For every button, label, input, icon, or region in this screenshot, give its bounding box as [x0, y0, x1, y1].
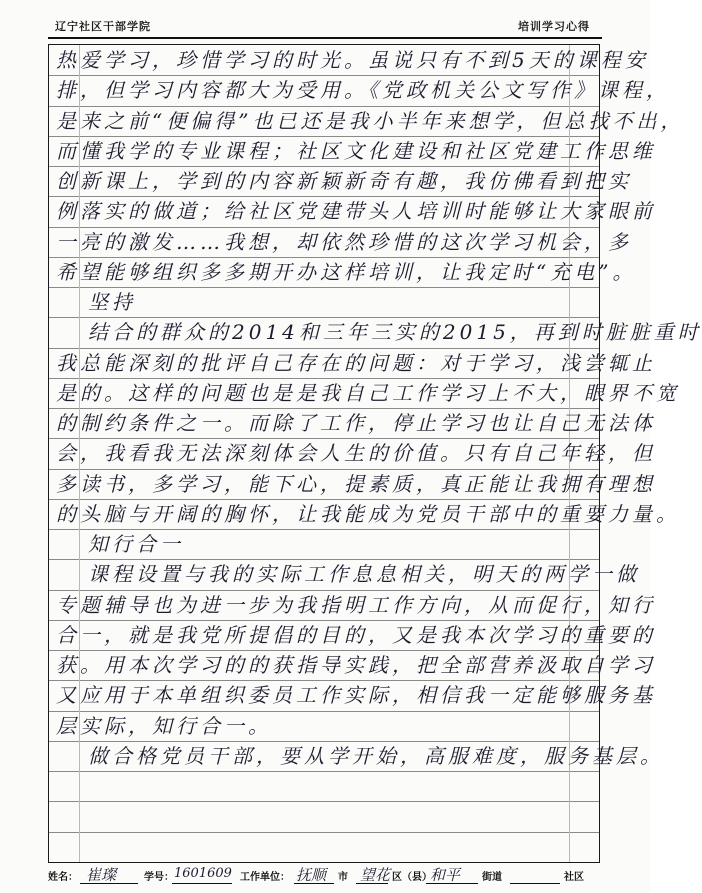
header-rule [48, 37, 602, 39]
name-label: 姓名： [48, 872, 78, 883]
institution-name: 辽宁社区干部学院 [55, 20, 151, 33]
street-value: 和平 [430, 866, 461, 884]
document-type: 培训学习心得 [518, 20, 590, 33]
essay-line: 又应用于本单组织委员工作实际，相信我一定能够服务基 [56, 683, 656, 708]
essay-line: 结合的群众的2014和三年三实的2015，再到时脏脏重时 [88, 320, 702, 345]
essay-line: 做合格党员干部，要从学开始，高服难度，服务基层。 [88, 743, 664, 768]
name-value: 崔璨 [86, 866, 117, 884]
essay-line: 会，我看我无法深刻体会人生的价值。只有自己年轻，但 [56, 441, 656, 466]
city-underline [294, 883, 334, 884]
ruled-line [49, 801, 599, 802]
street-underline [426, 883, 478, 884]
essay-line: 排，但学习内容都大为受用。《党政机关公文写作》课程， [56, 78, 670, 103]
district-suffix: 区（县） [392, 872, 432, 883]
ruled-line [49, 771, 599, 772]
essay-line: 多读书，多学习，能下心，提素质，真正能让我拥有理想 [56, 471, 656, 496]
student-id-value: 1601609 [174, 866, 232, 881]
essay-line: 的制约条件之一。而除了工作，停止学习也让自己无法体 [56, 411, 656, 435]
student-id-label: 学号： [144, 872, 174, 883]
district-value: 望花 [360, 866, 391, 884]
work-unit-label: 工作单位： [240, 872, 290, 883]
city-suffix: 市 [338, 872, 348, 883]
essay-line: 知行合一 [88, 532, 184, 556]
essay-line: 坚持 [88, 290, 136, 314]
id-underline [172, 883, 232, 884]
street-suffix: 街道 [482, 872, 502, 883]
essay-line: 一亮的激发……我想，却依然珍惜的这次学习机会，多 [56, 229, 632, 254]
essay-line: 合一，就是我党所提倡的目的，又是我本次学习的重要的 [56, 622, 656, 647]
essay-line: 创新课上，学到的内容新颖新奇有趣，我仿佛看到把实 [56, 169, 632, 193]
ruled-line [49, 832, 599, 833]
community-underline [510, 883, 560, 884]
essay-line: 而懂我学的专业课程；社区文化建设和社区党建工作思维 [56, 138, 656, 163]
essay-line: 例落实的做道；给社区党建带头人培训时能够让大家眼前 [56, 199, 656, 224]
district-underline [356, 883, 388, 884]
essay-line: 专题辅导也为进一步为我指明工作方向，从而促行，知行 [56, 592, 656, 617]
city-value: 抚顺 [296, 866, 327, 884]
page-header [55, 18, 590, 36]
essay-line: 热爱学习，珍惜学习的时光。虽说只有不到5天的课程安 [56, 48, 649, 72]
essay-line: 获。用本次学习的的获指导实践，把全部营养汲取自学习 [56, 653, 656, 677]
essay-line: 是的。这样的问题也是是我自己工作学习上不大，眼界不宽 [56, 380, 680, 405]
essay-line: 是来之前“便偏得”也已还是我小半年来想学，但总找不出， [56, 108, 685, 133]
author-info-footer [48, 868, 602, 888]
essay-line: 层实际，知行合一。 [56, 713, 272, 738]
community-suffix: 社区 [564, 872, 584, 883]
name-underline [80, 883, 138, 884]
essay-line: 我总能深刻的批评自己存在的问题：对于学习，浅尝辄止 [56, 350, 656, 375]
essay-line: 希望能够组织多多期开办这样培训，让我定时“充电”。 [56, 259, 637, 284]
essay-line: 的头脑与开阔的胸怀，让我能成为党员干部中的重要力量。 [56, 501, 680, 526]
essay-line: 课程设置与我的实际工作息息相关，明天的两学一做 [88, 562, 640, 587]
